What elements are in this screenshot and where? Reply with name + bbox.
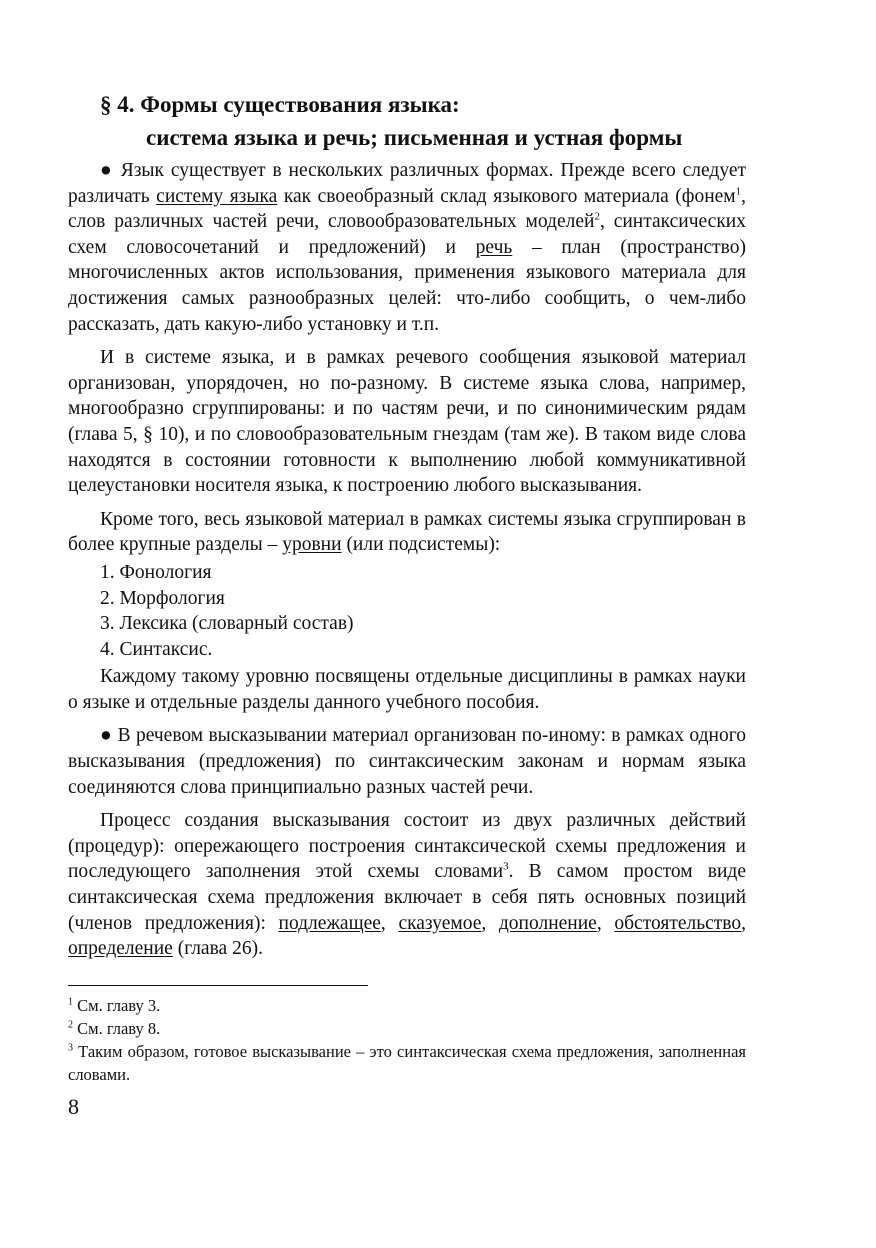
paragraph-3 [68, 507, 746, 558]
p3-text-2: (или подсистемы): [341, 534, 501, 556]
paragraph-4: Каждому такому уровню посвящены отдельные дисциплины в рамках науки о языке и отдельные разделы данного учебного пособия. [68, 666, 746, 713]
bullet-2: ● [100, 725, 113, 747]
p6-text-2: . В самом простом виде синтаксическая схема предложения включает в себя пять основных позиций (членов предложения): [68, 861, 746, 934]
footnote-1 [68, 994, 746, 1017]
footnote-3 [68, 1040, 746, 1086]
separator: , [596, 912, 615, 934]
heading-line-2: система языка и речь; письменная и устная формы [146, 125, 683, 150]
footnote-2 [68, 1017, 746, 1040]
term-adverbial: обстоятельство [614, 912, 742, 934]
term-subject: подлежащее [278, 912, 381, 934]
p6-text-1: Процесс создания высказывания состоит из двух различных действий (процедур): опережающего построения синтаксической схемы предложения и последующего заполнения этой схемы словами [68, 810, 746, 883]
footnote-ref-3: 3 [503, 860, 509, 873]
footnote-number: 3 [68, 1042, 73, 1054]
p5-text-1: В речевом высказывании материал организован по-иному: в рамках одного высказывания (предложения) по синтаксическим законам и нормам языка соединяются слова принципиально разных частей речи. [68, 725, 746, 798]
footnote-text: См. главу 3. [73, 996, 161, 1015]
paragraph-2: И в системе языка, и в рамках речевого сообщения языковой материал организован, упорядочен, но по-разному. В системе языка слова, например, многообразно сгруппированы: и по частям речи, и по синонимическим рядам (глава 5, § 10), и по словообразовательным гнездам (там же). В таком виде слова находятся в состоянии готовности к выполнению любой коммуникативной целеустановки носителя языка, к построению любого высказывания. [68, 347, 746, 497]
list-item: 1. Фонология [100, 561, 212, 583]
p1-text-4: , синтаксических схем словосочетаний и предложений) и [68, 211, 746, 258]
list-item: 2. Морфология [100, 587, 225, 609]
term-language-system: систему языка [156, 185, 278, 207]
footnote-text: См. главу 8. [73, 1019, 161, 1038]
section-heading [100, 88, 780, 154]
main-text [68, 158, 746, 970]
footnotes [68, 994, 746, 1086]
footnote-text: Таким образом, готовое высказывание – это синтаксическая схема предложения, заполненная словами. [68, 1042, 746, 1084]
heading-line-1: § 4. Формы существования языка: [100, 92, 460, 117]
p1-text-3: , слов различных частей речи, словообразовательных моделей [68, 185, 746, 233]
term-speech: речь [475, 236, 513, 258]
p1-text-5: – план (пространство) многочисленных актов использования, применения языкового материала для достижения самых разнообразных целей: что-либо сообщить, о чем-либо рассказать, дать какую-либо установку и т.п. [68, 236, 747, 335]
paragraph-1 [68, 158, 746, 337]
p6-text-3: (глава 26). [172, 938, 263, 960]
levels-list [68, 560, 746, 662]
page-number: 8 [68, 1094, 79, 1119]
paragraph-5 [68, 723, 746, 800]
footnote-divider [68, 985, 368, 986]
p3-text-1: Кроме того, весь языковой материал в рамках системы языка сгруппирован в более крупные разделы – [68, 508, 746, 556]
list-item: 4. Синтаксис. [100, 638, 213, 660]
bullet-1: ● [100, 160, 114, 181]
footnote-ref-1: 1 [735, 185, 742, 198]
p1-text-1: Язык существует в нескольких различных формах. Прежде всего следует различать [68, 160, 746, 207]
separator: , [741, 912, 746, 934]
p1-text-2: как своеобразный склад языкового материала (фонем [277, 185, 736, 207]
separator: , [481, 912, 499, 934]
term-predicate: сказуемое [398, 912, 482, 934]
footnote-number: 1 [68, 996, 73, 1008]
term-object: дополнение [498, 912, 597, 934]
term-levels: уровни [282, 534, 342, 556]
footnote-ref-2: 2 [594, 210, 600, 223]
paragraph-6 [68, 808, 746, 962]
term-attribute: определение [68, 938, 173, 960]
separator: , [380, 912, 399, 934]
footnote-number: 2 [68, 1019, 73, 1031]
list-item: 3. Лексика (словарный состав) [100, 613, 354, 635]
